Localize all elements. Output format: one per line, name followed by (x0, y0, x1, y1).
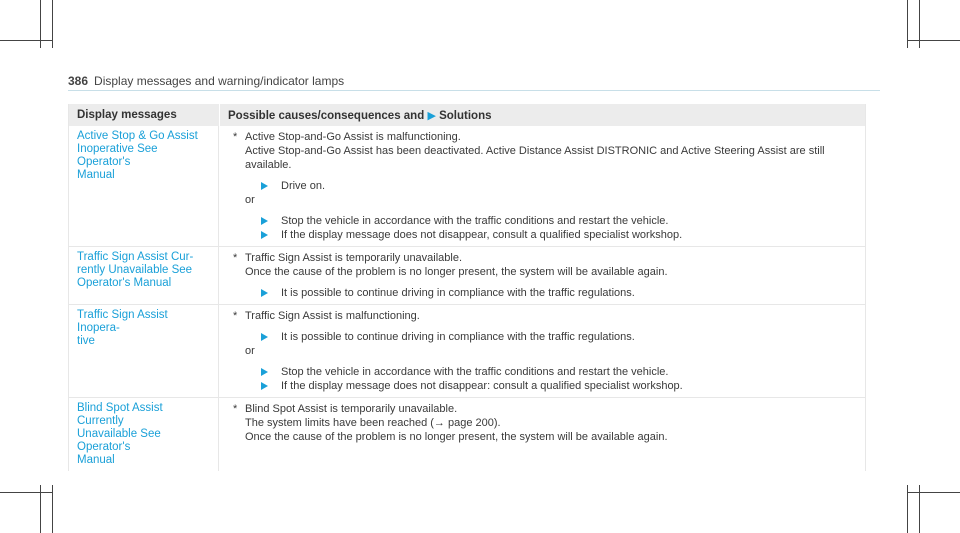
message-line: Manual (77, 169, 115, 181)
table-row (69, 247, 865, 305)
step-arrow-icon (261, 333, 268, 341)
bullet-icon: * (233, 403, 238, 415)
table-row (69, 305, 865, 398)
detail-text: available. (245, 159, 292, 171)
step-arrow-icon (261, 231, 268, 239)
message-line: rently Unavailable See (77, 264, 193, 276)
column-header-messages: Display messages (77, 109, 177, 121)
solution-step: Drive on. (233, 179, 865, 193)
step-arrow-icon (261, 217, 268, 225)
message-line: Unavailable See Operator's (77, 428, 161, 453)
page-title: Display messages and warning/indicator lamps (94, 74, 345, 88)
message-line: Active Stop & Go Assist (77, 130, 198, 142)
solution-step: It is possible to continue driving in compliance with the traffic regulations. (233, 286, 865, 300)
column-header-solutions-text: Solutions (439, 110, 492, 122)
display-message (69, 247, 219, 304)
bullet-icon: * (233, 252, 238, 264)
cause-text: Traffic Sign Assist is malfunctioning. (245, 310, 420, 322)
column-header-causes (219, 104, 865, 126)
crop-mark (908, 40, 960, 41)
message-line: Blind Spot Assist Currently (77, 402, 163, 427)
message-line: Manual (77, 454, 115, 466)
header-rule (68, 90, 880, 91)
cause-text: Blind Spot Assist is temporarily unavailable. (245, 403, 458, 415)
crop-mark (52, 485, 53, 533)
message-line: Inoperative See Operator's (77, 143, 158, 168)
step-arrow-icon (261, 382, 268, 390)
step-arrow-icon (261, 289, 268, 297)
crop-mark (52, 0, 53, 48)
solution-step: Stop the vehicle in accordance with the traffic conditions and restart the vehicle. (233, 365, 865, 379)
detail-text: Active Stop-and-Go Assist has been deactivated. Active Distance Assist DISTRONIC and Active Steering Assist are still (245, 145, 825, 157)
detail-text: Once the cause of the problem is no longer present, the system will be available again. (245, 431, 668, 443)
detail-text: Once the cause of the problem is no longer present, the system will be available again. (245, 266, 668, 278)
column-header-causes-text: Possible causes/consequences and (228, 110, 425, 122)
bullet-icon: * (233, 131, 238, 143)
crop-mark (908, 492, 960, 493)
display-message (69, 398, 219, 471)
cause-text: Active Stop-and-Go Assist is malfunctioning. (245, 131, 461, 143)
crop-mark (0, 40, 52, 41)
detail-text: The system limits have been reached (→ page 200). (245, 417, 501, 429)
or-text: or (245, 194, 255, 206)
table-row (69, 398, 865, 471)
cause-solution (219, 305, 865, 397)
step-arrow-icon (261, 182, 268, 190)
table-row (69, 126, 865, 247)
page-header (68, 74, 344, 88)
crop-mark (0, 492, 52, 493)
messages-table (68, 104, 866, 471)
table-header (69, 104, 865, 126)
message-line: Operator's Manual (77, 277, 172, 289)
solution-step: Stop the vehicle in accordance with the traffic conditions and restart the vehicle. (233, 214, 865, 228)
cause-solution (219, 398, 865, 471)
solution-step: It is possible to continue driving in compliance with the traffic regulations. (233, 330, 865, 344)
cause-text: Traffic Sign Assist is temporarily unavailable. (245, 252, 463, 264)
page-number: 386 (68, 74, 89, 88)
step-arrow-icon (261, 368, 268, 376)
or-text: or (245, 345, 255, 357)
message-line: tive (77, 335, 95, 347)
bullet-icon: * (233, 310, 238, 322)
message-line: Traffic Sign Assist Inopera- (77, 309, 168, 334)
solution-step: If the display message does not disappear, consult a qualified specialist workshop. (233, 228, 865, 242)
display-message (69, 305, 219, 397)
message-line: Traffic Sign Assist Cur- (77, 251, 194, 263)
solution-step: If the display message does not disappear: consult a qualified specialist workshop. (233, 379, 865, 393)
display-message (69, 126, 219, 246)
cause-solution (219, 247, 865, 304)
cause-solution (219, 126, 865, 246)
arrow-icon: ▶ (427, 110, 436, 122)
